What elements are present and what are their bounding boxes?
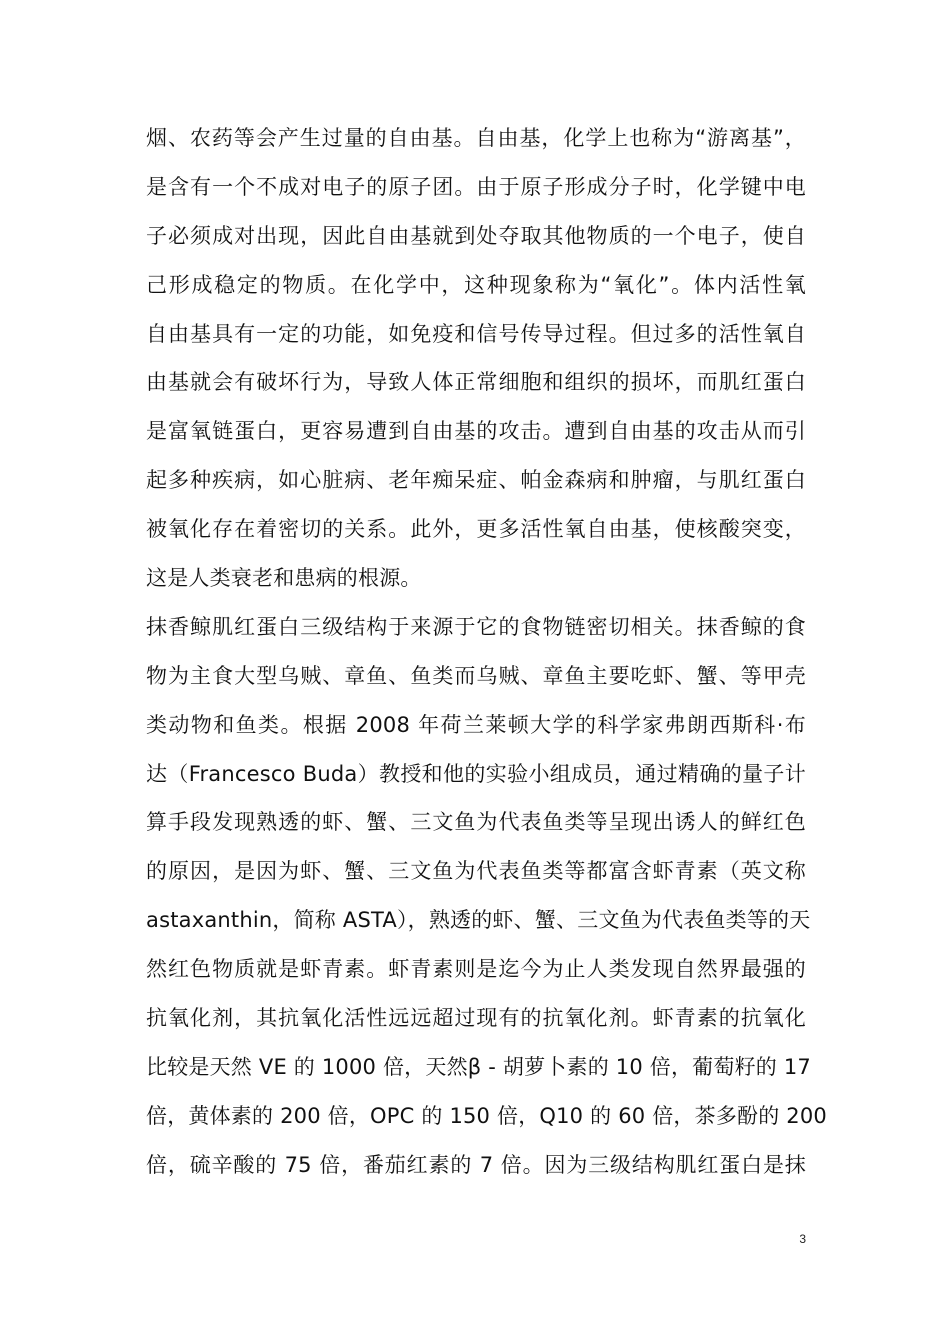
text-line: 被氧化存在着密切的关系。此外，更多活性氧自由基，使核酸突变， — [146, 517, 806, 542]
text-line: 自由基具有一定的功能，如免疫和信号传导过程。但过多的活性氧自 — [146, 321, 806, 346]
text-line: 达（Francesco Buda）教授和他的实验小组成员，通过精确的量子计 — [146, 761, 806, 786]
text-line: 这是人类衰老和患病的根源。 — [146, 566, 422, 591]
text-line: 子必须成对出现，因此自由基就到处夺取其他物质的一个电子，使自 — [146, 223, 806, 248]
text-line: 的原因，是因为虾、蟹、三文鱼为代表鱼类等都富含虾青素（英文称 — [146, 859, 806, 884]
text-line: 倍，硫辛酸的 75 倍，番茄红素的 7 倍。因为三级结构肌红蛋白是抹 — [146, 1152, 806, 1177]
text-line: 己形成稳定的物质。在化学中，这种现象称为“氧化”。体内活性氧 — [146, 272, 806, 297]
text-line: 起多种疾病，如心脏病、老年痴呆症、帕金森病和肿瘤，与肌红蛋白 — [146, 468, 806, 493]
text-line: 烟、农药等会产生过量的自由基。自由基，化学上也称为“游离基”， — [146, 126, 806, 150]
text-line: 然红色物质就是虾青素。虾青素则是迄今为止人类发现自然界最强的 — [146, 957, 806, 982]
text-line: 是富氧链蛋白，更容易遭到自由基的攻击。遭到自由基的攻击从而引 — [146, 419, 806, 444]
text-line: 抹香鲸肌红蛋白三级结构于来源于它的食物链密切相关。抹香鲸的食 — [146, 614, 806, 639]
text-line: 比较是天然 VE 的 1000 倍，天然β - 胡萝卜素的 10 倍，葡萄籽的 17 — [146, 1054, 811, 1079]
text-line: 是含有一个不成对电子的原子团。由于原子形成分子时，化学键中电 — [146, 174, 806, 199]
text-line: 类动物和鱼类。根据 2008 年荷兰莱顿大学的科学家弗朗西斯科·布 — [146, 712, 806, 737]
text-line: 抗氧化剂，其抗氧化活性远远超过现有的抗氧化剂。虾青素的抗氧化 — [146, 1006, 806, 1031]
text-line: 倍，黄体素的 200 倍，OPC 的 150 倍，Q10 的 60 倍，茶多酚的 200 — [146, 1103, 827, 1128]
text-line: 由基就会有破坏行为，导致人体正常细胞和组织的损坏，而肌红蛋白 — [146, 370, 806, 395]
body-text — [146, 114, 827, 1190]
page-number: 3 — [799, 1232, 806, 1246]
text-line: 物为主食大型乌贼、章鱼、鱼类而乌贼、章鱼主要吃虾、蟹、等甲壳 — [146, 663, 806, 688]
text-line: 算手段发现熟透的虾、蟹、三文鱼为代表鱼类等呈现出诱人的鲜红色 — [146, 810, 806, 835]
text-line: astaxanthin，简称 ASTA），熟透的虾、蟹、三文鱼为代表鱼类等的天 — [146, 908, 811, 933]
